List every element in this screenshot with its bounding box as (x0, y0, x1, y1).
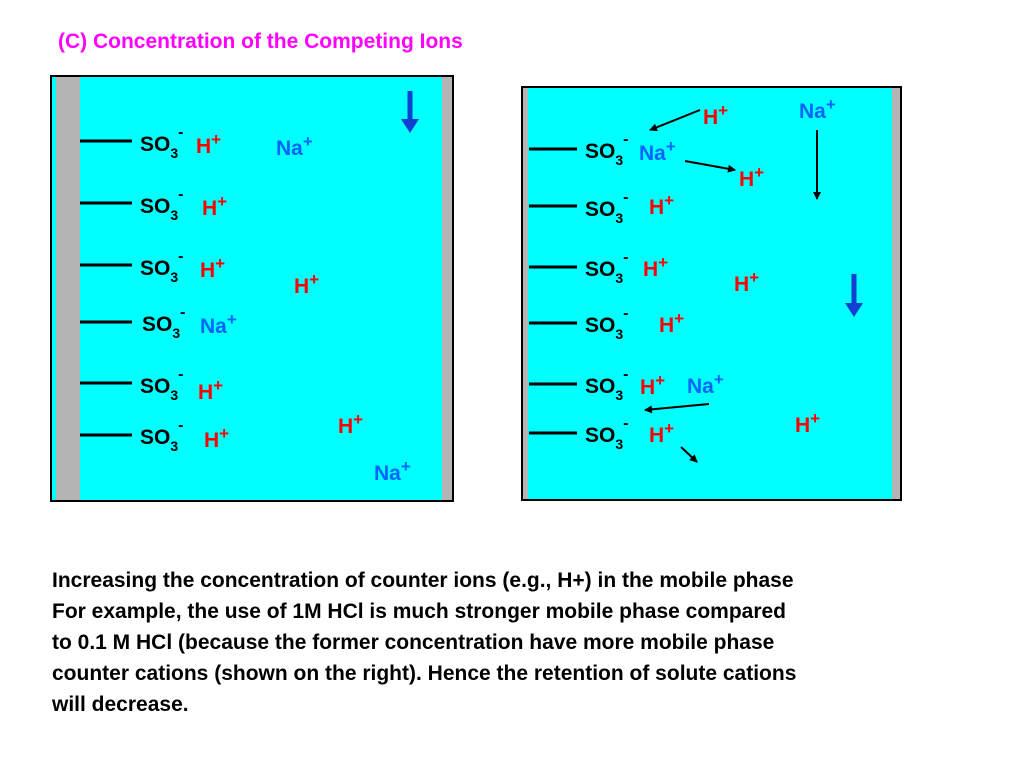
free-hydrogen-ion: H+ (734, 268, 760, 296)
sulfonate-label: $SO_3^-$ (585, 415, 629, 452)
hydrogen-ion: H+ (649, 191, 675, 219)
sulfonate-label: $SO_3^-$ (585, 366, 629, 403)
hydrogen-ion: H+ (659, 309, 685, 337)
free-sodium-ion: Na+ (687, 370, 724, 398)
mobile-phase (523, 88, 900, 499)
hydrogen-ion: H+ (649, 419, 675, 447)
sulfonate-label: $SO_3^-$ (140, 248, 184, 285)
stationary-phase-wall (56, 77, 80, 500)
caption-line: will decrease. (52, 693, 189, 716)
free-sodium-ion: Na+ (799, 95, 836, 123)
hydrogen-ion: H+ (198, 376, 224, 404)
hydrogen-ion: H+ (640, 371, 666, 399)
free-sodium-ion: Na+ (374, 457, 411, 485)
free-hydrogen-ion: H+ (338, 410, 364, 438)
free-hydrogen-ion: H+ (703, 101, 729, 129)
caption-line: counter cations (shown on the right). Hence the retention of solute cations (52, 662, 797, 685)
explanation-text (52, 565, 982, 720)
sulfonate-label: $SO_3^-$ (142, 304, 186, 341)
hydrogen-ion: H+ (196, 130, 222, 158)
sodium-ion: Na+ (639, 137, 676, 165)
sulfonate-label: $SO_3^-$ (140, 417, 184, 454)
free-sodium-ion: Na+ (276, 132, 313, 160)
sulfonate-label: $SO_3^-$ (585, 189, 629, 226)
hydrogen-ion: H+ (204, 424, 230, 452)
right-column-diagram (521, 86, 902, 501)
sulfonate-label: $SO_3^-$ (585, 305, 629, 342)
stationary-phase-wall (523, 88, 528, 499)
left-column-diagram (50, 75, 454, 502)
slide-title: (C) Concentration of the Competing Ions (58, 30, 463, 53)
sulfonate-label: $SO_3^-$ (140, 124, 184, 161)
sulfonate-label: $SO_3^-$ (140, 186, 184, 223)
sulfonate-label: $SO_3^-$ (585, 131, 629, 168)
caption-line: Increasing the concentration of counter ions (e.g., H+) in the mobile phase (52, 569, 794, 592)
hydrogen-ion: H+ (643, 253, 669, 281)
caption-line: to 0.1 M HCl (because the former concentration have more mobile phase (52, 631, 775, 654)
free-hydrogen-ion: H+ (795, 409, 821, 437)
sodium-ion: Na+ (200, 310, 237, 338)
hydrogen-ion: H+ (202, 192, 228, 220)
sulfonate-label: $SO_3^-$ (585, 249, 629, 286)
column-right-wall (442, 77, 452, 500)
sulfonate-label: $SO_3^-$ (140, 366, 184, 403)
free-hydrogen-ion: H+ (739, 163, 765, 191)
caption-line: For example, the use of 1M HCl is much stronger mobile phase compared (52, 600, 787, 623)
hydrogen-ion: H+ (200, 254, 226, 282)
free-hydrogen-ion: H+ (294, 270, 320, 298)
column-right-wall (892, 88, 900, 499)
